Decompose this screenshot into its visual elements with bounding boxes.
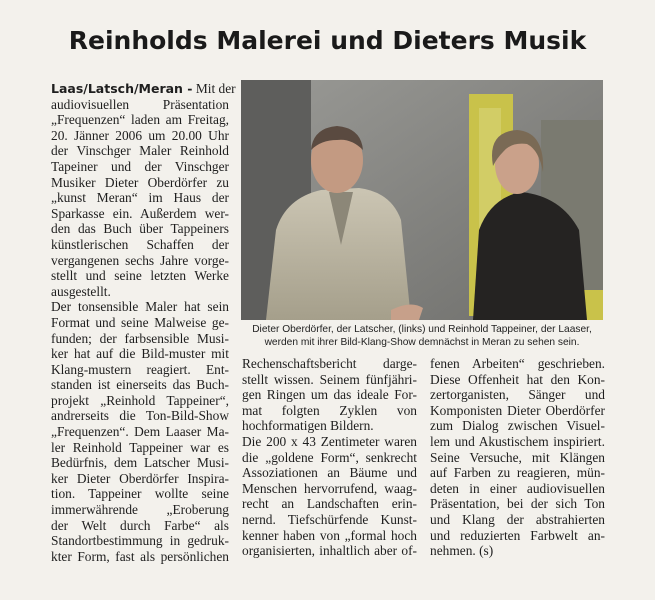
- column-1-line: immerwährende „Eroberung: [51, 502, 229, 518]
- column-3-line: Diese Offenheit hat den Kon-: [430, 371, 605, 387]
- column-3-line: auf Farben zu reagieren, mün-: [430, 465, 605, 481]
- column-3-line: und reduzierten Farbwelt an-: [430, 527, 605, 543]
- column-3-line: Komponisten Dieter Oberdörfer: [430, 402, 605, 418]
- column-2-line: Die 200 x 43 Zentimeter waren: [242, 433, 417, 449]
- column-1-line: „Frequenzen“ laden am Freitag,: [51, 112, 229, 128]
- column-2-line: kenner haben von „formal hoch: [242, 527, 417, 543]
- column-1-line: audiovisuellen Präsentation: [51, 96, 229, 112]
- column-3-line: zertorganisten, Sänger und: [430, 387, 605, 403]
- column-1-line: „kunst Meran“ im Haus der: [51, 190, 229, 206]
- column-1-line: standen ist einerseits das Buch-: [51, 377, 229, 393]
- column-1-line: funden; der farbsensible Musi-: [51, 330, 229, 346]
- column-1-line: ker Dieter Oberdörfer Inspira-: [51, 470, 229, 486]
- column-1-line: Musiker Dieter Oberdörfer zu: [51, 174, 229, 190]
- column-3-line: fenen Arbeiten“ geschrieben.: [430, 356, 605, 371]
- column-2-line: recht an Landschaften erin-: [242, 496, 417, 512]
- column-1-line: ker hat auf die Bild-muster mit: [51, 346, 229, 362]
- column-1-line: „Frequenzen“. Dem Laaser Ma-: [51, 424, 229, 440]
- column-1-line: der Vinschger Maler Reinhold: [51, 143, 229, 159]
- article-photo: [241, 80, 603, 320]
- caption-line-1: Dieter Oberdörfer, der Latscher, (links) und Reinhold Tappeiner, der Laaser,: [252, 324, 592, 335]
- column-2-line: Assoziationen an Bäume und: [242, 465, 417, 481]
- column-2-line: Rechenschaftsbericht darge-: [242, 356, 417, 371]
- column-1-line: Der tonsensible Maler hat sein: [51, 299, 229, 315]
- column-3-line: und Klang der abstrahierten: [430, 511, 605, 527]
- column-3-line: zum Dialog zwischen Visuel-: [430, 418, 605, 434]
- column-1-line: Tapeiner und der Vinschger: [51, 158, 229, 174]
- article-headline: Reinholds Malerei und Dieters Musik: [68, 26, 587, 55]
- column-1-line: stellt und seine letzten Werke: [51, 268, 229, 284]
- column-1-line: Sparkasse ein. Außerdem wer-: [51, 205, 229, 221]
- column-1-line: tion. Tappeiner wollte seine: [51, 486, 229, 502]
- column-2-line: organisierten, inhaltlich aber of-: [242, 543, 417, 559]
- column-2-line: hochformatigen Bildern.: [242, 418, 374, 434]
- column-2-line: nernd. Tiefschürfende Kunst-: [242, 511, 417, 527]
- column-2-line: mat folgten Zyklen von: [242, 402, 417, 418]
- article-column-2: [242, 356, 417, 559]
- column-1-line: kter Form, fast als persönlichen: [51, 548, 229, 564]
- column-1-line: Klang-mustern reagiert. Ent-: [51, 361, 229, 377]
- column-1-line: künstlerischen Schaffen der: [51, 236, 229, 252]
- column-1-line: projekt „Reinhold Tappeiner“,: [51, 392, 229, 408]
- column-3-line: lem und Akustischem inspiriert.: [430, 433, 605, 449]
- column-1-line: den das Buch über Tappeiners: [51, 221, 229, 237]
- column-1-line: andrerseits die Ton-Bild-Show: [51, 408, 229, 424]
- column-3-line: nehmen. (s): [430, 543, 494, 559]
- photo-caption: [241, 323, 603, 349]
- column-2-line: Menschen hervorrufend, waag-: [242, 480, 417, 496]
- column-1-first-line: [51, 81, 236, 97]
- column-3-line: deten in einer audiovisuellen: [430, 480, 605, 496]
- article-column-3: [430, 356, 605, 559]
- column-1-line: ler Reinhold Tappeiner war es: [51, 439, 229, 455]
- column-1-line: Mit der: [192, 81, 236, 96]
- column-1-line: 20. Jänner 2006 um 20.00 Uhr: [51, 127, 229, 143]
- caption-line-2: werden mit ihrer Bild-Klang-Show demnächst in Meran zu sehen sein.: [264, 337, 580, 348]
- column-1-line: Standortbestimmung in gedruk-: [51, 533, 229, 549]
- column-2-line: stellt wissen. Seinem fünfjähri-: [242, 371, 417, 387]
- column-3-line: Seine Versuche, mit Klängen: [430, 449, 605, 465]
- column-3-line: Präsentation, bei der sich Ton: [430, 496, 605, 512]
- photo-illustration: [241, 80, 603, 320]
- column-1-line: der Welt durch Farbe“ als: [51, 517, 229, 533]
- dateline: Laas/Latsch/Meran -: [51, 81, 193, 96]
- column-1-line: Bedürfnis, dem Latscher Musi-: [51, 455, 229, 471]
- column-1-line: vergangenen sechs Jahre vorge-: [51, 252, 229, 268]
- column-1-line: ausgestellt.: [51, 283, 111, 299]
- column-1-line: Format und seine Malweise ge-: [51, 314, 229, 330]
- article-column-1: [51, 81, 236, 564]
- column-2-line: die „goldene Form“, senkrecht: [242, 449, 417, 465]
- column-2-line: gen Ringen um das ideale For-: [242, 387, 417, 403]
